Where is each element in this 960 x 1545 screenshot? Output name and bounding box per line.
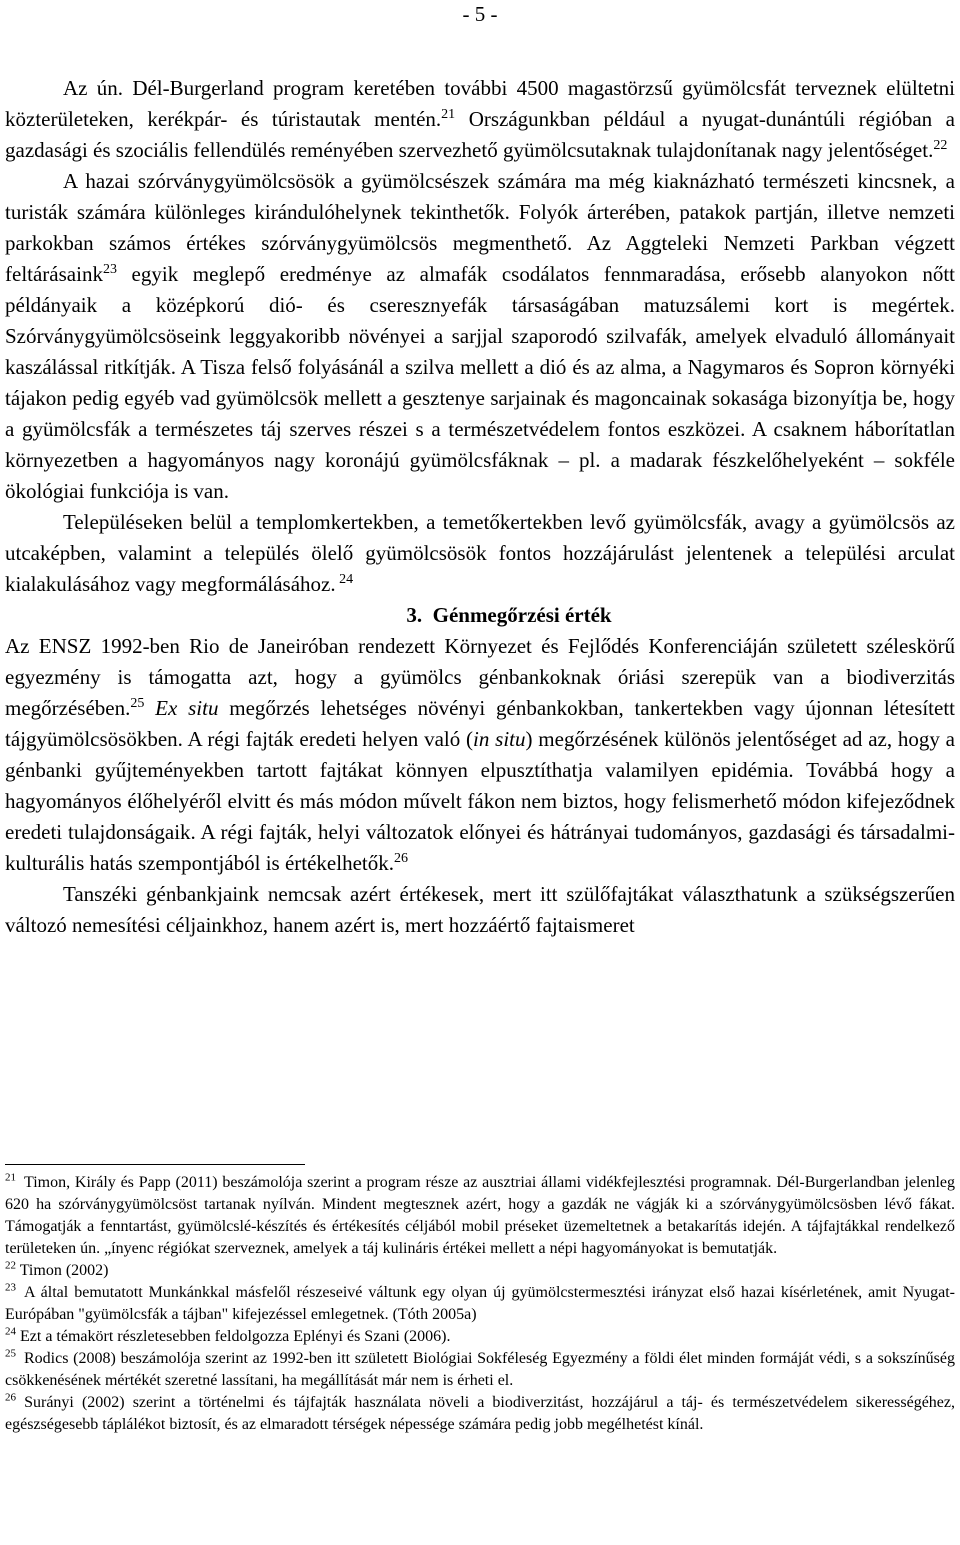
footnote-ref: 26 (393, 851, 408, 866)
section-heading (5, 600, 955, 631)
footnote-ref: 24 (335, 572, 354, 587)
footnote-25 (5, 1348, 955, 1392)
footnote-ref: 22 (933, 138, 948, 153)
footnote-number: 24 (5, 1325, 16, 1338)
paragraph-text: Az ENSZ 1992-ben Rio de Janeiróban rendezett Környezet és Fejlődés Konferenciáján született széleskörű egyezmény is támogatta azt, hogy a gyümölcs génbankoknak óriási szerepük van a biodiverzitás megőrzésében. (5, 634, 955, 720)
paragraph-text: Az ún. Dél-Burgerland program keretében további 4500 magastörzsű gyümölcsfát terveznek elültetni közterületeken, kerékpár- és túristautak mentén. (5, 76, 955, 131)
paragraph-text: ) megőrzésének különös jelentőséget ad az, hogy a génbanki gyűjteményekben tartott fajtákat könnyen elpusztíthatja valamilyen epidémia. Továbbá hogy a hagyományos élőhelyéről elvitt és más módon művelt fákon nem biztos, hogy felismerhető módon kifejeződnek eredeti tulajdonságaik. A régi fajták, helyi változatok előnyei és hátrányai tudományos, gazdasági és társadalmi-kulturális hatás szempontjából is értékelhetők. (5, 727, 955, 875)
footnote-text: A által bemutatott Munkánkkal másfelől részeseivé váltunk egy olyan új gyümölcstermesztési irányzat első hazai kísérletének, amit Nyugat-Európában "gyümölcsfák a tájban" kifejezéssel emlegetnek. (Tóth 2005a) (5, 1284, 955, 1323)
paragraph-text: Településeken belül a templomkertekben, a temetőkertekben levő gyümölcsfák, avagy a gyümölcsös az utcaképben, valamint a település ölelő gyümölcsösök fontos hozzájárulást jelentenek a települési arculat kialakulásához vagy megformálásához. (5, 510, 955, 596)
footnote-24 (5, 1326, 955, 1348)
paragraph-text: Országunkban például a nyugat-dunántúli régióban a gazdasági és szociális fellendülés reményében szervezhető gyümölcsutaknak tulajdonítanak nagy jelentőséget. (5, 107, 955, 162)
paragraph-telepulesek (5, 507, 955, 600)
footnote-22 (5, 1260, 955, 1282)
paragraph-text: A hazai szórványgyümölcsösök a gyümölcsészek számára ma még kiaknázható természeti kincsnek, a turisták számára különleges kirándulóhelynek tekinthetők. Folyók árterében, patakok partján, illetve nemzeti parkokban számos értékes szórványgyümölcsös megmenthető. Az Aggteleki Nemzeti Parkban végzett feltárásaink (5, 169, 955, 286)
footnote-number: 23 (5, 1281, 16, 1294)
footnote-text: Ezt a témakört részletesebben feldolgozza Eplényi és Szani (2006). (20, 1328, 451, 1345)
page-number: - 5 - (462, 2, 498, 26)
paragraph-text: Tanszéki génbankjaink nemcsak azért értékesek, mert itt szülőfajtákat választhatunk a szükségszerűen változó nemesítési céljainkhoz, hanem azért is, mert hozzáértő fajtaismeret (5, 882, 955, 937)
footnote-ref: 23 (102, 262, 117, 277)
footnote-text: Timon (2002) (19, 1262, 109, 1279)
italic-term: Ex situ (155, 696, 219, 720)
body-text (5, 73, 955, 941)
paragraph-genbank (5, 879, 955, 941)
paragraph-text: megőrzés lehetséges növényi génbankokban, tankertekben vagy újonnan létesített tájgyümölcsösökben. A régi fajták eredeti helyen való ( (5, 696, 955, 751)
paragraph-burgerland (5, 73, 955, 166)
footnotes (5, 1172, 955, 1436)
paragraph-text: egyik meglepő eredménye az almafák csodálatos fennmaradása, erősebb alanyokon nőtt példányaik a középkorú dió- és cseresznyefák társaságában matuzsálemi kort is megértek. Szórványgyümölcsöseink leggyakoribb növényei a sarjjal szaporodó szilvafák, amelyek elvaduló állományait kaszálással ritkítják. A Tisza felső folyásánál a szilva mellett a dió és az alma, a Nagymaros és Sopron környéki tájakon pedig egyéb vad gyümölcsök mellett a gesztenye sarjainak és magoncainak sokasága bizonyítja be, hogy a gyümölcsfák a természetes táj szerves részei s a természetvédelem fontos eszközei. A csaknem háborítatlan környezetben a hagyományos nagy koronájú gyümölcsfáknak – pl. a madarak fészkelőhelyeként – sokféle ökológiai funkciója is van. (5, 262, 955, 503)
footnote-number: 25 (5, 1347, 16, 1360)
section-title: Génmegőrzési érték (432, 603, 612, 627)
paragraph-szorvany (5, 166, 955, 507)
footnote-text: Timon, Király és Papp (2011) beszámolója szerint a program része az ausztriai állami vidékfejlesztési programnak. Dél-Burgerlandban jelenleg 620 ha szórványgyümölcsöst tartanak nyílván. Mindent megtesznek azért, hogy a gazdák ne vágják ki a szórványgyümölcsösben lévő fákat. Támogatják a fenntartást, gyümölcslé-készítés és értékesítés céljából mobil préseket üzemeltetnek a betakarítás idején. A tájfajtákkal rendelkező területeken ún. „ínyenc régiókat szerveznek, amelyek a táj kulináris értékei mellett a népi hagyományokat is bemutatják. (5, 1174, 955, 1257)
section-number: 3. (406, 603, 423, 627)
footnote-number: 22 (5, 1259, 16, 1272)
footnote-ref: 25 (130, 696, 145, 711)
footnote-26 (5, 1392, 955, 1436)
italic-term: in situ (473, 727, 526, 751)
footnote-21 (5, 1172, 955, 1260)
footnote-number: 21 (5, 1171, 16, 1184)
footnote-separator (5, 1164, 305, 1165)
footnote-number: 26 (5, 1391, 16, 1404)
footnote-ref: 21 (441, 107, 456, 122)
paragraph-enszk (5, 631, 955, 879)
footnote-text: Surányi (2002) szerint a történelmi és tájfajták használata növeli a biodiverzitást, hozzájárul a táj- és természetvédelem sikerességéhez, egészségesebb táplálékot biztosít, és az elmaradott térségek népessége számára pedig jobb megélhetést kínál. (5, 1394, 955, 1433)
footnote-text: Rodics (2008) beszámolója szerint az 1992-ben itt született Biológiai Sokféleség Egyezmény a földi élet minden formáját védi, s a sokszínűség csökkenésének mértékét szeretné lassítani, ha megállítását már nem is érheti el. (5, 1350, 955, 1389)
footnote-23 (5, 1282, 955, 1326)
